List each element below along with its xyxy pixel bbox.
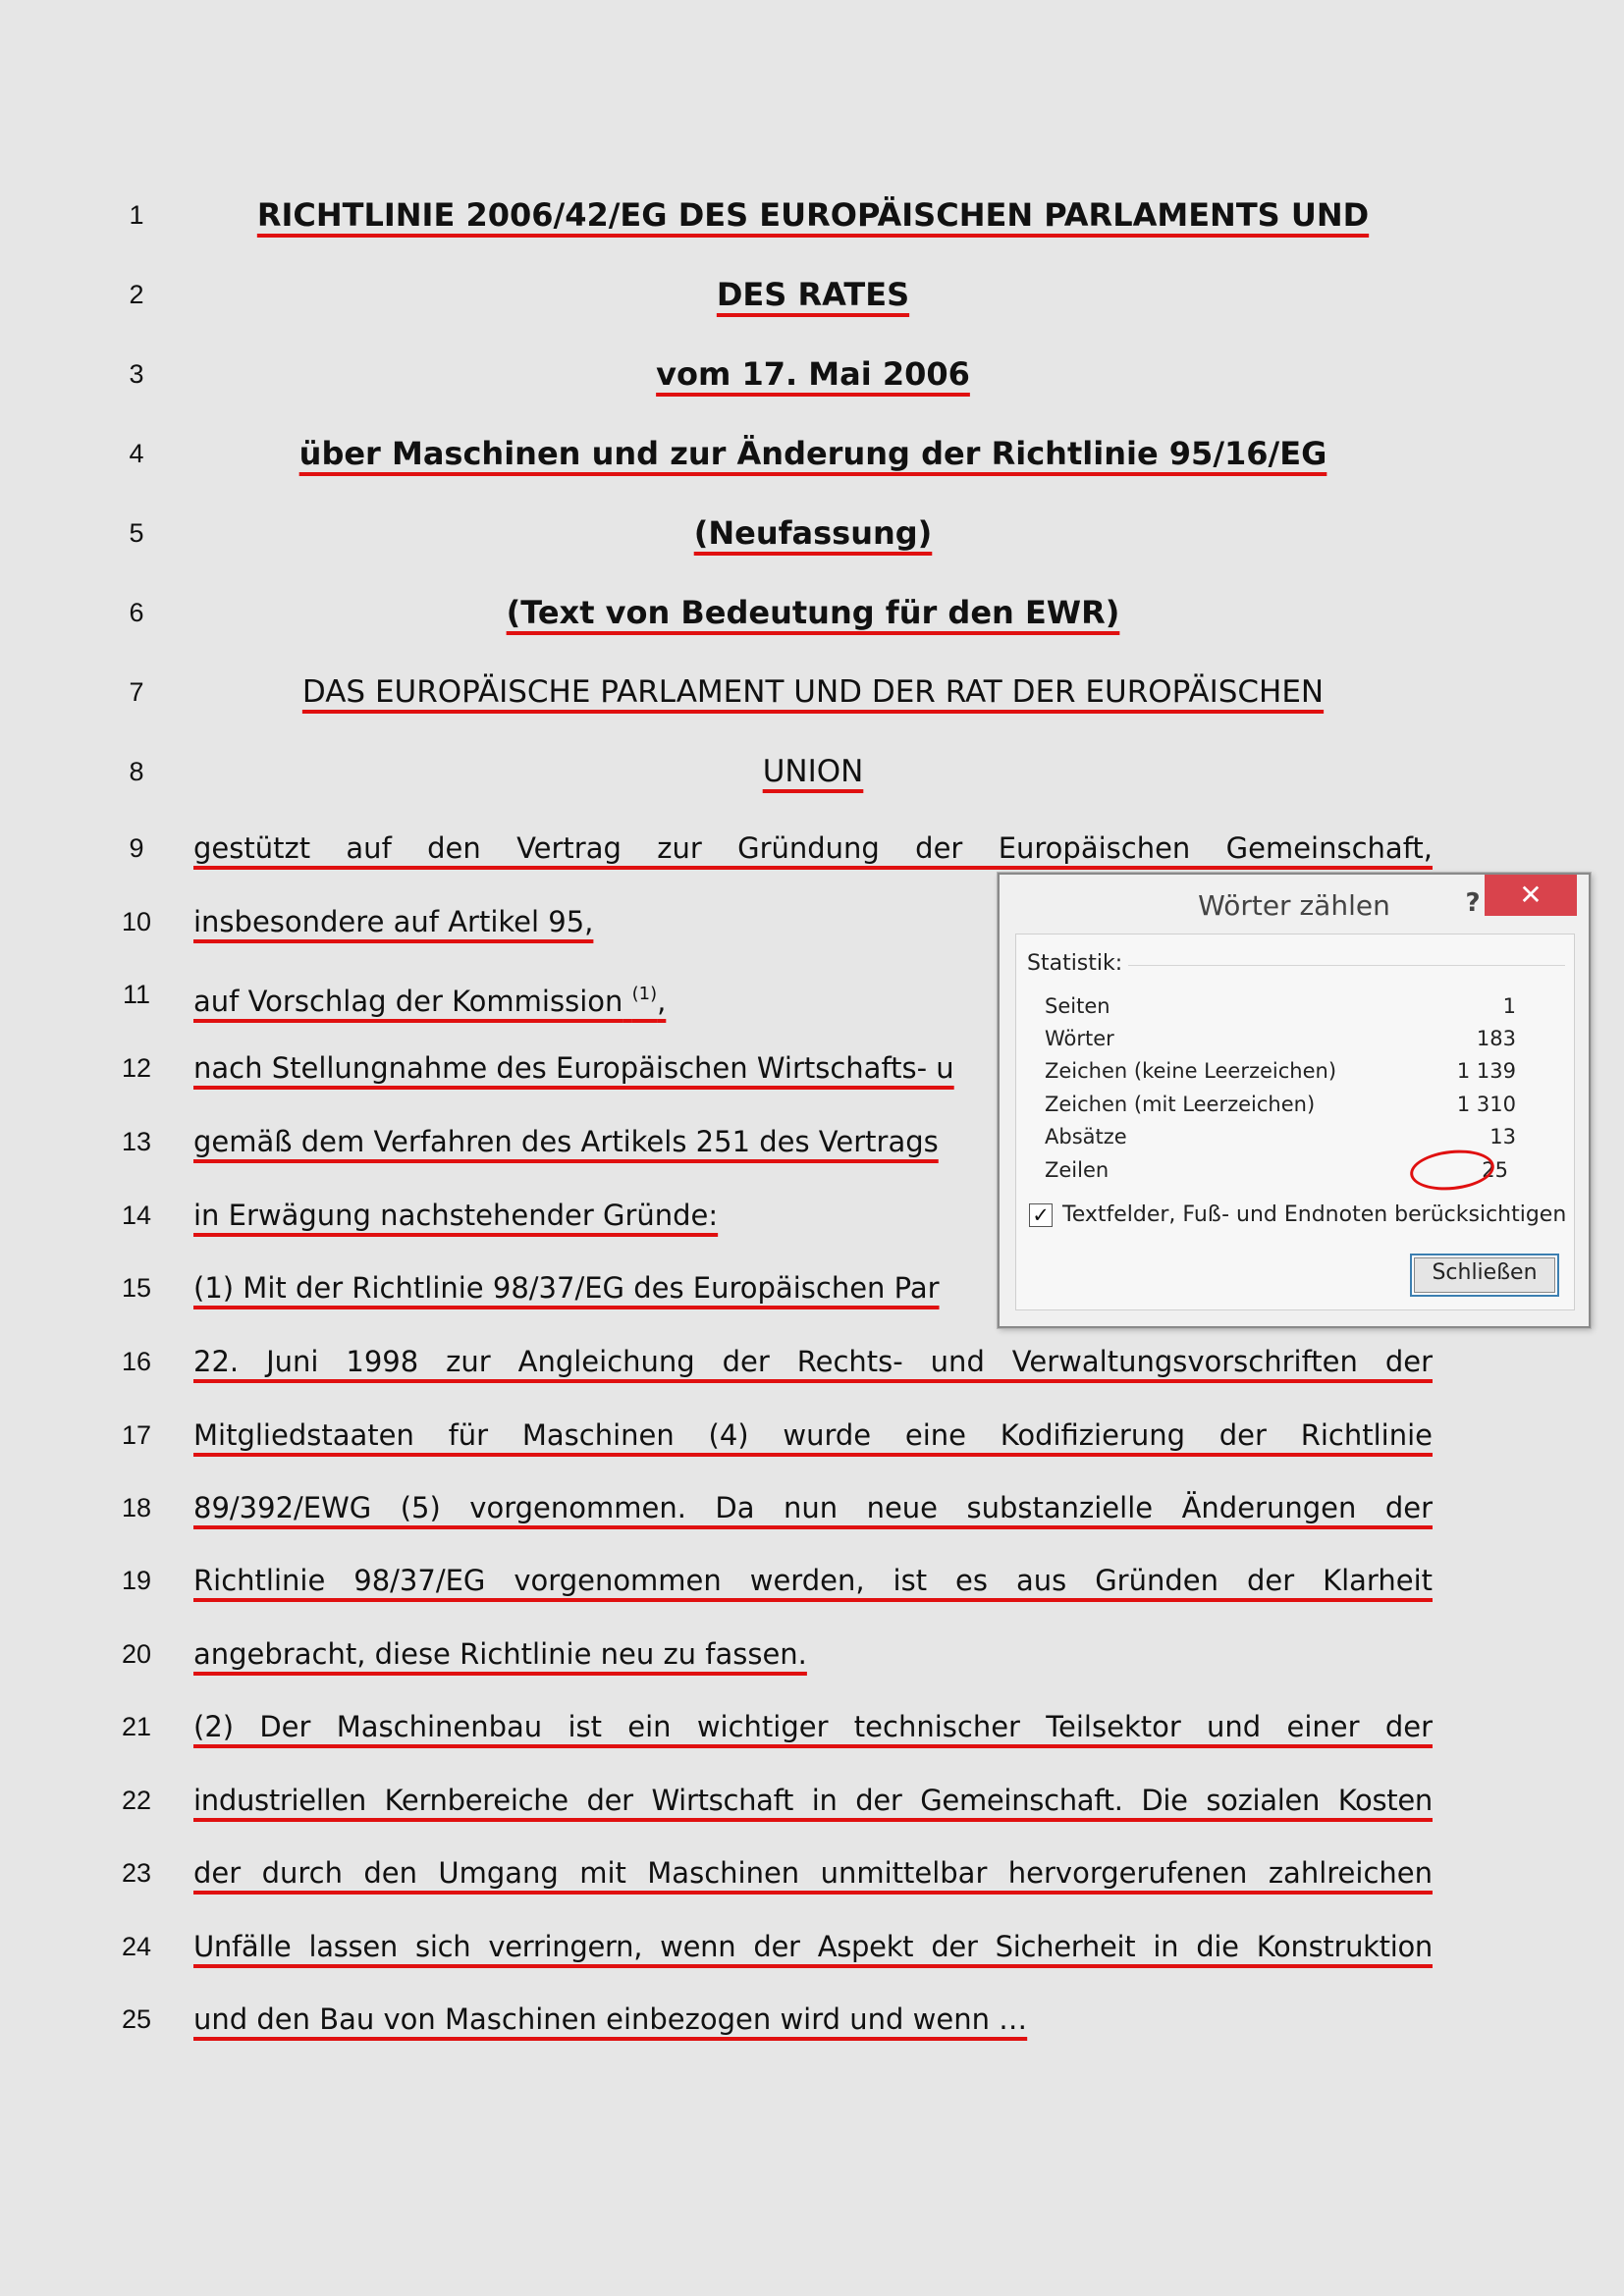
document-text-line[interactable]: Unfälle lassen sich verringern, wenn der Aspekt der Sicherheit in die Konstruktion bbox=[193, 1930, 1433, 1963]
line-number: 12 bbox=[121, 1053, 152, 1083]
line-number: 1 bbox=[129, 200, 144, 230]
document-text-line[interactable]: (1) Mit der Richtlinie 98/37/EG des Europäischen Par bbox=[193, 1271, 940, 1305]
document-subtitle-line[interactable]: (Text von Bedeutung für den EWR) bbox=[506, 594, 1120, 631]
stat-value: 1 bbox=[1502, 994, 1516, 1018]
line-number: 19 bbox=[121, 1566, 152, 1595]
document-title-line[interactable]: RICHTLINIE 2006/42/EG DES EUROPÄISCHEN PARLAMENTS UND bbox=[256, 196, 1370, 234]
line-number: 23 bbox=[121, 1858, 152, 1888]
document-text-line[interactable]: gemäß dem Verfahren des Artikels 251 des Vertrags bbox=[193, 1125, 939, 1158]
document-line bbox=[0, 1990, 1624, 2049]
stat-label: Zeilen bbox=[1045, 1158, 1110, 1182]
statistics-divider bbox=[1125, 965, 1565, 966]
line-number: 14 bbox=[121, 1201, 152, 1230]
close-icon[interactable]: ✕ bbox=[1485, 875, 1577, 916]
document-text-line[interactable]: Mitgliedstaaten für Maschinen (4) wurde eine Kodifizierung der Richtlinie bbox=[193, 1418, 1433, 1452]
document-line bbox=[0, 1478, 1624, 1537]
stat-label: Wörter bbox=[1045, 1027, 1114, 1050]
line-number: 22 bbox=[121, 1786, 152, 1815]
line-number: 10 bbox=[121, 907, 152, 936]
document-line bbox=[0, 1771, 1624, 1830]
line-number: 3 bbox=[129, 359, 144, 389]
dialog-title: Wörter zählen bbox=[1198, 889, 1390, 922]
document-text-line[interactable]: nach Stellungnahme des Europäischen Wirtschafts- u bbox=[193, 1051, 954, 1085]
document-line bbox=[0, 583, 1624, 642]
include-textboxes-label[interactable]: Textfelder, Fuß- und Endnoten berücksichtigen bbox=[1062, 1202, 1567, 1227]
word-count-dialog[interactable] bbox=[998, 873, 1591, 1328]
document-text-line[interactable]: der durch den Umgang mit Maschinen unmittelbar hervorgerufenen zahlreichen bbox=[193, 1856, 1433, 1890]
dialog-titlebar[interactable] bbox=[1000, 875, 1589, 934]
document-line bbox=[0, 504, 1624, 562]
document-preamble-heading[interactable]: DAS EUROPÄISCHE PARLAMENT UND DER RAT DER EUROPÄISCHEN bbox=[301, 674, 1325, 710]
document-date-line[interactable]: vom 17. Mai 2006 bbox=[656, 355, 970, 393]
document-text-line[interactable]: angebracht, diese Richtlinie neu zu fassen. bbox=[193, 1637, 807, 1671]
document-text-line[interactable]: Richtlinie 98/37/EG vorgenommen werden, ist es aus Gründen der Klarheit bbox=[193, 1564, 1433, 1597]
include-textboxes-checkbox[interactable]: ✓ bbox=[1029, 1203, 1053, 1227]
line-number: 6 bbox=[129, 598, 144, 627]
document-title-line[interactable]: DES RATES bbox=[716, 276, 910, 313]
stat-row-characters-no-spaces bbox=[1045, 1055, 1516, 1088]
line-number: 15 bbox=[121, 1273, 152, 1303]
stat-value: 13 bbox=[1489, 1125, 1516, 1148]
document-line bbox=[0, 345, 1624, 403]
document-line bbox=[0, 1917, 1624, 1976]
stat-label: Absätze bbox=[1045, 1125, 1127, 1148]
document-subject-line[interactable]: über Maschinen und zur Änderung der Richtlinie 95/16/EG bbox=[298, 435, 1327, 472]
line-number: 9 bbox=[129, 833, 144, 863]
help-icon[interactable]: ? bbox=[1465, 888, 1481, 918]
line-number: 20 bbox=[121, 1639, 152, 1669]
stat-label: Zeichen (keine Leerzeichen) bbox=[1045, 1059, 1337, 1083]
document-text-line[interactable]: industriellen Kernbereiche der Wirtschaft in der Gemeinschaft. Die sozialen Kosten bbox=[193, 1784, 1433, 1817]
stat-row-paragraphs bbox=[1045, 1121, 1516, 1153]
document-line bbox=[0, 186, 1624, 244]
stat-row-characters-with-spaces bbox=[1045, 1089, 1516, 1121]
line-number: 18 bbox=[121, 1493, 152, 1522]
document-preamble-heading[interactable]: UNION bbox=[762, 754, 864, 789]
stat-value: 25 bbox=[1482, 1158, 1508, 1182]
document-line bbox=[0, 1843, 1624, 1902]
document-line bbox=[0, 265, 1624, 324]
line-number: 24 bbox=[121, 1932, 152, 1961]
line-number: 2 bbox=[129, 280, 144, 309]
stat-row-words bbox=[1045, 1023, 1516, 1055]
document-line bbox=[0, 424, 1624, 483]
line-number: 7 bbox=[129, 677, 144, 707]
line-number: 8 bbox=[129, 757, 144, 786]
stat-value: 1 310 bbox=[1456, 1093, 1516, 1116]
document-text-line[interactable]: insbesondere auf Artikel 95, bbox=[193, 905, 594, 938]
document-line bbox=[0, 1332, 1624, 1391]
line-number: 5 bbox=[129, 518, 144, 548]
statistics-label: Statistik: bbox=[1027, 951, 1128, 976]
close-button[interactable]: Schließen bbox=[1410, 1254, 1559, 1297]
line-number: 16 bbox=[121, 1347, 152, 1376]
stat-row-pages bbox=[1045, 990, 1516, 1023]
document-line bbox=[0, 1406, 1624, 1465]
document-line bbox=[0, 819, 1624, 878]
document-line bbox=[0, 1697, 1624, 1756]
document-text-line[interactable]: gestützt auf den Vertrag zur Gründung der Europäischen Gemeinschaft, bbox=[193, 831, 1433, 865]
line-number: 17 bbox=[121, 1420, 152, 1450]
document-text-line[interactable]: und den Bau von Maschinen einbezogen wird und wenn … bbox=[193, 2002, 1028, 2036]
stat-value: 183 bbox=[1476, 1027, 1516, 1050]
line-number: 13 bbox=[121, 1127, 152, 1156]
line-text-suffix: , bbox=[657, 985, 667, 1018]
document-text-line[interactable]: (2) Der Maschinenbau ist ein wichtiger technischer Teilsektor und einer der bbox=[193, 1710, 1433, 1743]
line-number: 4 bbox=[129, 439, 144, 468]
document-text-line[interactable]: 89/392/EWG (5) vorgenommen. Da nun neue substanzielle Änderungen der bbox=[193, 1491, 1433, 1524]
document-subtitle-line[interactable]: (Neufassung) bbox=[693, 514, 933, 552]
document-text-line[interactable]: 22. Juni 1998 zur Angleichung der Rechts- und Verwaltungsvorschriften der bbox=[193, 1345, 1433, 1378]
line-number: 21 bbox=[121, 1712, 152, 1741]
stat-label: Seiten bbox=[1045, 994, 1110, 1018]
footnote-reference[interactable]: (1) bbox=[631, 984, 658, 1004]
line-number: 11 bbox=[122, 980, 151, 1009]
stat-value: 1 139 bbox=[1456, 1059, 1516, 1083]
document-line bbox=[0, 1625, 1624, 1683]
document-line bbox=[0, 663, 1624, 721]
document-line bbox=[0, 742, 1624, 801]
line-text: auf Vorschlag der Kommission bbox=[193, 985, 623, 1018]
document-text-line[interactable]: in Erwägung nachstehender Gründe: bbox=[193, 1199, 719, 1232]
stat-label: Zeichen (mit Leerzeichen) bbox=[1045, 1093, 1316, 1116]
document-line bbox=[0, 1551, 1624, 1610]
line-number: 25 bbox=[121, 2004, 152, 2034]
